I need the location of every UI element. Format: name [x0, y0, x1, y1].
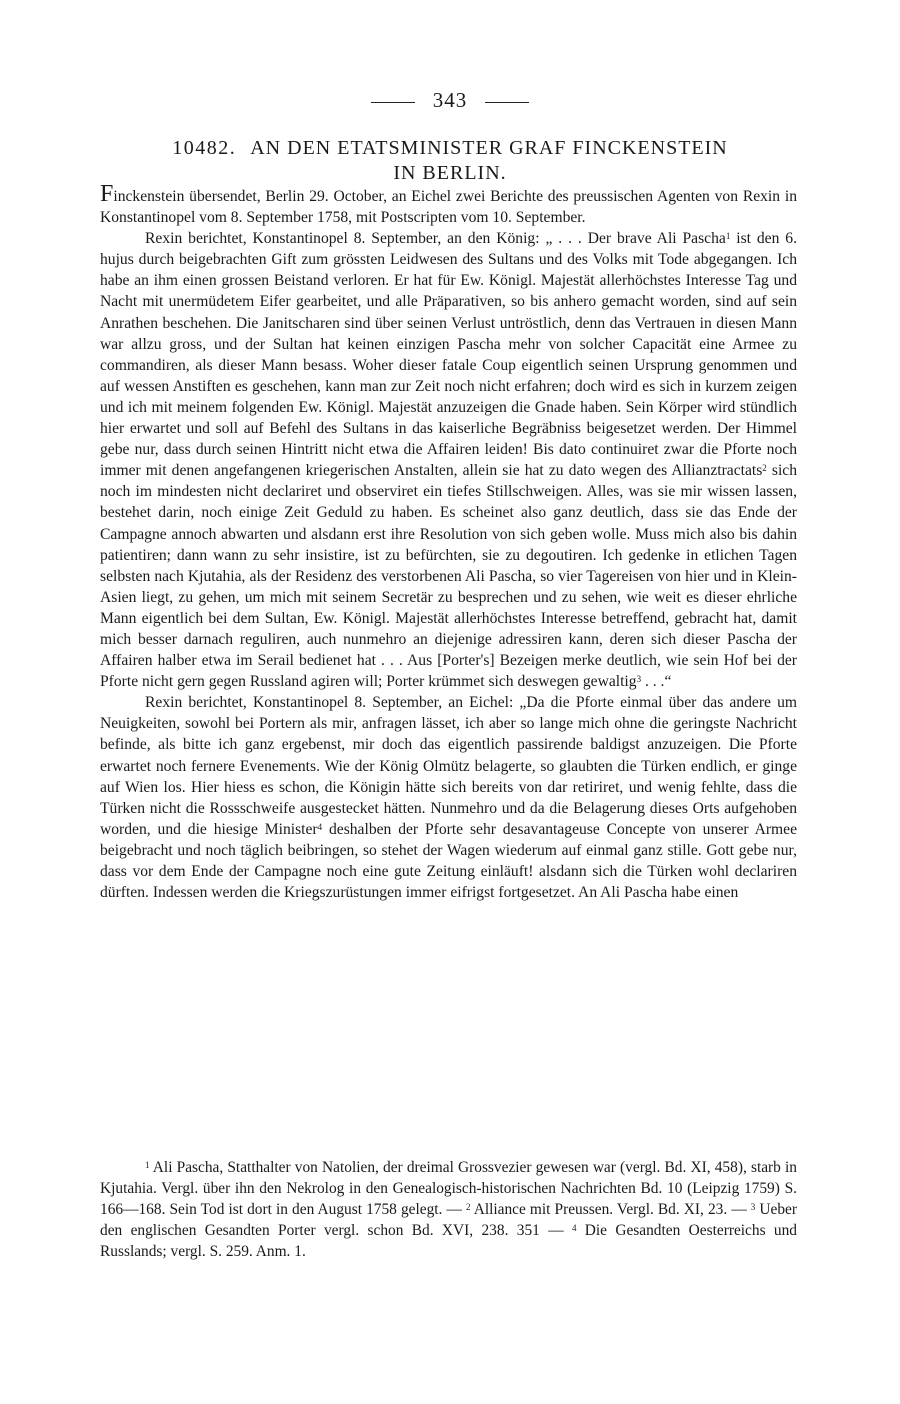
paragraph-2 [100, 228, 797, 692]
footnote-2: Alliance mit Preussen. Vergl. Bd. XI, 23. — [470, 1200, 751, 1218]
footnote-ref-1: 1 [725, 231, 731, 242]
paragraph-3-text-b: deshalben der Pforte sehr desavantageuse Concepte von unserer Armee beigebracht und noch täglich beibringen, so stehet der Wagen wiederum auf einmal ganz stille. Gott gebe nur, dass vor dem Ende der Campagne noch eine gute Zeitung einläuft! alsdann sich die Türken wohl declariren dürften. Indessen werden die Kriegszurüstungen immer eifrigst fortgesetzet. An Ali Pascha habe einen [100, 820, 798, 902]
footnote-4: Die Gesandten Oesterreichs und Russlands; vergl. S. 259. Anm. 1. [100, 1221, 798, 1260]
document-heading [100, 136, 800, 186]
footnote-marker-1: 1 [145, 1160, 150, 1170]
heading-title-line-2: IN BERLIN. [393, 162, 507, 184]
footnotes [100, 1158, 797, 1263]
document-number: 10482. [172, 137, 237, 159]
page-number-dash-right [485, 102, 529, 103]
paragraph-3 [100, 692, 797, 903]
paragraph-3-text-a: Rexin berichtet, Konstantinopel 8. September, an Eichel: „Da die Pforte einmal über das andere um Neuigkeiten, sowohl bei Portern als mir, anfragen lässet, ich aber so lange mich ohne die geringste Nachricht befinde, als bitte ich ganz ergebenst, mir doch das eigentlich passirende baldigst anzuzeigen. Die Pforte erwartet noch fernere Evenements. Wie der König Olmütz belagerte, so glaubten die Türken endlich, er ginge auf Wien los. Hier hiess es schon, die Königin hätte sich bereits von dar retiriret, und wenig fehlte, dass die Türken nicht die Rossschweife ausgestecket hätten. Nunmehro und da die Belagerung dieses Orts aufgehoben worden, und die hiesige Minister [100, 694, 797, 838]
page-number-dash-left [371, 102, 415, 103]
footnote-1: Ali Pascha, Statthalter von Natolien, der dreimal Grossvezier gewesen war (vergl. Bd. XI, 458), starb in Kjutahia. Vergl. über ihn den Nekrolog in den Genealogisch-historischen Nachrichten Bd. 10 (Leipzig 1759) S. 166—168. Sein Tod ist dort in den August 1758 gelegt. — [100, 1159, 797, 1218]
paragraph-1-text: inckenstein übersendet, Berlin 29. October, an Eichel zwei Berichte des preussischen Agenten von Rexin in Konstantinopel vom 8. September 1758, mit Postscripten vom 10. September. [100, 188, 797, 227]
page-number-line [0, 88, 900, 113]
paragraph-1 [100, 181, 797, 228]
paragraph-2-text-c: sich noch im mindesten nicht declariret und observiret ein tiefes Stillschweigen. Alles, was sie mir wissen lassen, bestehet darin, noch einige Zeit Geduld zu haben. Es scheinet also ganz deutlich, dass sie das Ende der Campagne annoch abwarten und alsdann erst ihre Resolution von sich geben wolle. Muss mich also bis dahin patientiren; dann wann zu sehr insistire, ist zu befürchten, sie zu degoutiren. Ich gedenke in etlichen Tagen selbsten nach Kjutahia, als der Residenz des verstorbenen Ali Pascha, so vier Tagereisen von hier und in Klein-Asien liegt, zu gehen, um mich mit seinem Secretär zu besprechen und zu sehen, wie weit es dieser ehrliche Mann eigentlich bei dem Sultan, Ew. Königl. Majestät allerhöchstes Interesse betreffend, gebracht hat, damit mich besser darnach reguliren, auch nunmehro an diejenige adressiren kann, deren sich dieser Pascha der Affairen halber etwa im Serail bedienet hat . . . Aus [Porter's] Bezeigen merke deutlich, wie sein Hof bei der Pforte nicht gern gegen Russland agiren will; Porter krümmet sich deswegen gewaltig [100, 462, 797, 691]
footnote-block [100, 1158, 797, 1263]
footnote-ref-2: 2 [762, 463, 767, 474]
footnote-ref-4: 4 [317, 821, 323, 832]
page-number: 343 [432, 88, 468, 112]
heading-line-1 [100, 136, 800, 161]
footnote-3: Ueber den englischen Gesandten Porter vergl. schon Bd. XVI, 238. 351 — [100, 1200, 797, 1239]
paragraph-2-text-d: . . .“ [641, 673, 672, 691]
footnote-marker-2: 2 [465, 1201, 471, 1212]
footnote-marker-3: 3 [750, 1201, 756, 1212]
paragraph-2-text-a: Rexin berichtet, Konstantinopel 8. September, an den König: „ . . . Der brave Ali Pascha [145, 230, 726, 248]
heading-title-line-1: AN DEN ETATSMINISTER GRAF FINCKENSTEIN [250, 137, 728, 159]
footnote-marker-4: 4 [571, 1222, 577, 1233]
body-text [100, 181, 798, 903]
paragraph-2-text-b: ist den 6. hujus durch beigebrachten Gift zum grössten Leidwesen des Sultans und des Volks mit Tode abgegangen. Ich habe an ihm einen grossen Beistand verloren. Er hat für Ew. Königl. Majestät allerhöchstes Interesse Tag und Nacht mit unermüdetem Eifer gearbeitet, und alle Präparativen, so bis anhero gemacht worden, sind auf sein Anrathen beschehen. Die Janitscharen sind über seinen Verlust untröstlich, denn das Vertrauen in diesen Mann war allzu gross, und der Sultan hat keinen einzigen Pascha mehr von solcher Capacität eine Armee zu commandiren, als dieser Mann besass. Woher dieser fatale Coup eigentlich seinen Ursprung genommen und auf wessen Anstiften es geschehen, kann man zur Zeit noch nicht erfahren; doch wird es sich in kurzem zeigen und ich mit meinem folgenden Ew. Königl. Majestät anzuzeigen die Gnade haben. Sein Körper wird stündlich hier erwartet und soll auf Befehl des Sultans in das kaiserliche Begräbniss beigesetzet werden. Der Himmel gebe nur, dass durch seinen Hintritt nicht etwa die Affairen leiden! Bis dato continuiret zwar die Pforte noch immer mit denen angefangenen kriegerischen Anstalten, allein sie hat zu dato wegen des Allianztractats [100, 230, 798, 480]
initial-letter: F [100, 181, 114, 207]
footnote-ref-3: 3 [636, 674, 642, 685]
